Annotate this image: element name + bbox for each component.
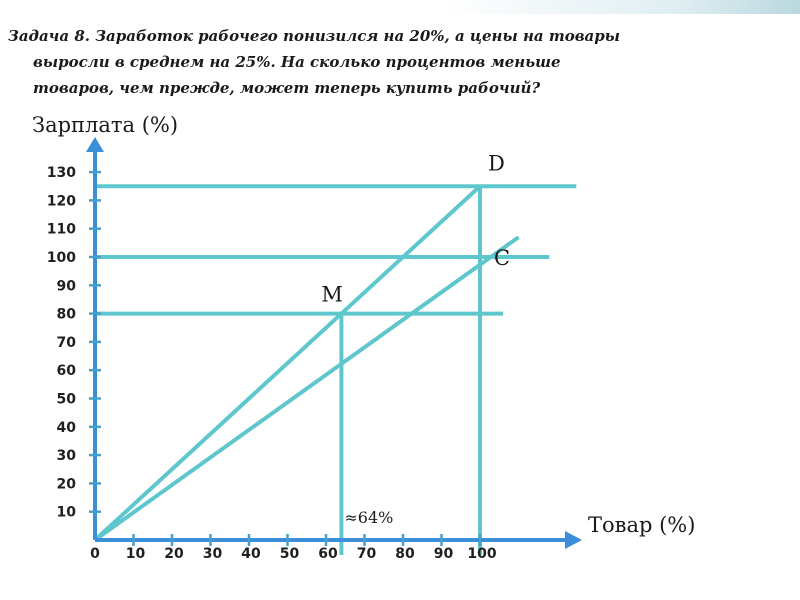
y-tick-label-30: 30 bbox=[56, 448, 76, 465]
y-axis-label: Зарплата (%) bbox=[32, 113, 179, 137]
x-axis-label: Товар (%) bbox=[588, 513, 696, 537]
point-label-D: D bbox=[488, 151, 505, 176]
y-tick-label-80: 80 bbox=[56, 306, 76, 323]
point-label-M: M bbox=[321, 282, 343, 307]
diagonal-line-C bbox=[95, 237, 519, 540]
x-tick-label-90: 90 bbox=[433, 546, 454, 562]
y-tick-label-20: 20 bbox=[56, 476, 76, 493]
x-tick-label-30: 30 bbox=[202, 546, 223, 562]
y-tick-label-120: 120 bbox=[46, 193, 76, 210]
y-tick-label-70: 70 bbox=[56, 334, 76, 351]
y-tick-label-10: 10 bbox=[56, 504, 76, 521]
x-tick-label-20: 20 bbox=[164, 546, 184, 562]
y-tick-label-130: 130 bbox=[46, 165, 76, 182]
y-tick-label-90: 90 bbox=[56, 278, 76, 295]
y-tick-label-110: 110 bbox=[46, 221, 76, 238]
x-tick-label-60: 60 bbox=[318, 546, 338, 562]
y-axis-arrow bbox=[86, 137, 104, 152]
x-axis-arrow bbox=[565, 531, 582, 549]
task-line-1: Задача 8. Заработок рабочего понизился на 20%, а цены на товары bbox=[8, 27, 621, 45]
point-label-C: C bbox=[494, 246, 511, 270]
task-line-2: выросли в среднем на 25%. На сколько процентов меньше bbox=[33, 53, 561, 71]
y-tick-label-60: 60 bbox=[56, 363, 76, 380]
x-tick-label-0: 0 bbox=[90, 546, 100, 562]
y-tick-label-100: 100 bbox=[46, 250, 76, 266]
x-tick-label-40: 40 bbox=[241, 546, 261, 562]
x-tick-label-10: 10 bbox=[125, 546, 146, 562]
annotation-approx-64: ≈64% bbox=[344, 508, 394, 527]
x-tick-label-100: 100 bbox=[467, 546, 497, 562]
diagonal-line-D bbox=[95, 186, 480, 540]
x-tick-label-80: 80 bbox=[395, 546, 415, 562]
x-tick-label-50: 50 bbox=[279, 546, 300, 562]
y-tick-label-40: 40 bbox=[56, 419, 76, 436]
x-tick-label-70: 70 bbox=[356, 546, 377, 562]
task-line-3: товаров, чем прежде, может теперь купить рабочий? bbox=[33, 79, 541, 97]
y-tick-label-50: 50 bbox=[56, 391, 76, 408]
